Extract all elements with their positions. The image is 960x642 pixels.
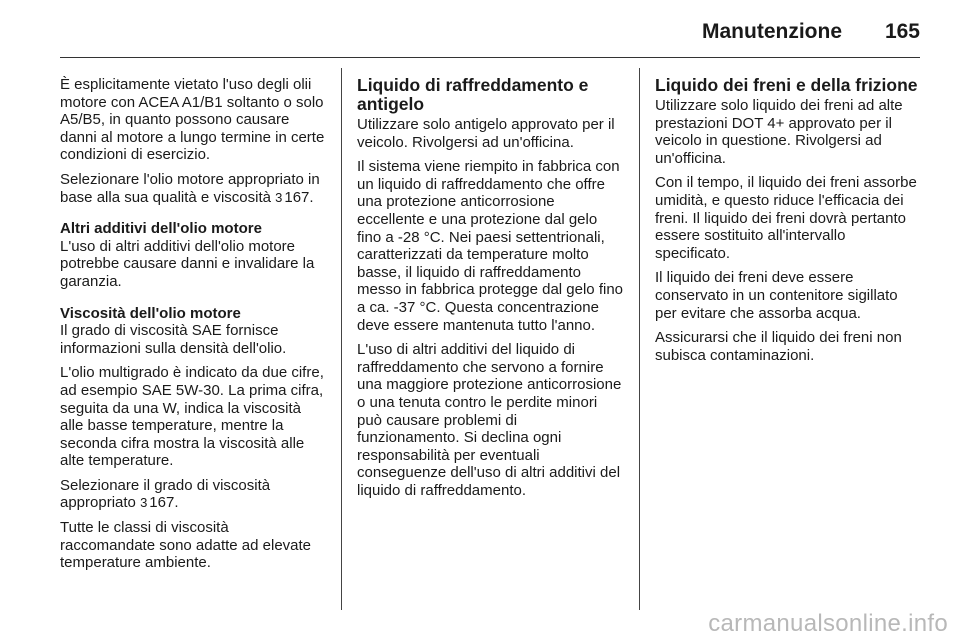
page-ref-arrow-icon: 3: [140, 495, 148, 511]
column-divider-2: [639, 68, 640, 610]
brake-fluid-paragraph-1: Utilizzare solo liquido dei freni ad alte prestazioni DOT 4+ approvato per il veicolo in questione. Rivolgersi ad un'officina.: [655, 97, 903, 167]
coolant-paragraph-3: L'uso di altri additivi del liquido di raffreddamento che servono a fornire una maggiore protezione anticorrosione o una tenuta contro le perdite minori può causare problemi di funzionamento. Si declina ogni responsabilità per eventuali conseguenze dell'uso di altri additivi del liquido di raffreddamento.: [357, 341, 622, 499]
oil-selection-text: Selezionare l'olio motore appropriato in base alla sua qualità e viscosità: [60, 170, 320, 206]
brake-fluid-heading: Liquido dei freni e della frizione: [655, 75, 918, 95]
page-ref-arrow-icon: 3: [275, 189, 283, 205]
coolant-heading: Liquido di raffreddamento e antigelo: [357, 75, 589, 114]
additives-paragraph: L'uso di altri additivi dell'olio motore potrebbe causare danni e invalidare la garanzia.: [60, 237, 315, 290]
page-reference-number: 167.: [284, 188, 314, 206]
column-brake-fluid: [655, 76, 921, 371]
viscosity-classes-paragraph: Tutte le classi di viscosità raccomandate sono adatte ad elevate temperature ambiente.: [60, 519, 312, 572]
page-reference-link[interactable]: [275, 189, 313, 206]
page-number: 165: [884, 20, 920, 43]
column-divider-1: [341, 68, 342, 610]
coolant-paragraph-2: Il sistema viene riempito in fabbrica con un liquido di raffreddamento che offre una protezione anticorrosione eccellente e una protezione dal gelo fino a -28 °C. Nei paesi settentrionali, caratterizzati da temperature molto basse, il liquido di raffreddamento messo in fabbrica protegge dal gelo fino a ca. -37 °C. Questa concentrazione deve essere mantenuta tutto l'anno.: [357, 158, 624, 334]
oil-selection-paragraph: [60, 171, 326, 206]
page-header: [60, 14, 920, 54]
brake-fluid-paragraph-3: Il liquido dei freni deve essere conservato in un contenitore sigillato per evitare che assorba acqua.: [655, 269, 898, 322]
column-engine-oil: [60, 76, 326, 579]
page-reference-number: 167.: [149, 494, 179, 512]
coolant-paragraph-1: Utilizzare solo antigelo approvato per il veicolo. Rivolgersi ad un'officina.: [357, 116, 615, 151]
additives-heading: Altri additivi dell'olio motore: [60, 220, 262, 238]
viscosity-heading: Viscosità dell'olio motore: [60, 304, 241, 322]
viscosity-selection-paragraph: [60, 477, 326, 512]
multigrade-paragraph: L'olio multigrado è indicato da due cifre, ad esempio SAE 5W-30. La prima cifra, seguita da una W, indica la viscosità alle basse temperature, mentre la seconda cifra mostra la viscosità alle alte temperature.: [60, 364, 324, 470]
viscosity-selection-text: Selezionare il grado di viscosità appropriato: [60, 476, 271, 512]
brake-fluid-paragraph-4: Assicurarsi che il liquido dei freni non subisca contaminazioni.: [655, 329, 902, 364]
acea-warning-paragraph: È esplicitamente vietato l'uso degli olii motore con ACEA A1/B1 soltanto o solo A5/B5, in quanto possono causare danni al motore a lungo termine in certe condizioni di esercizio.: [60, 76, 325, 164]
section-title: Manutenzione: [702, 20, 842, 43]
viscosity-paragraph: Il grado di viscosità SAE fornisce informazioni sulla densità dell'olio.: [60, 322, 287, 357]
page-reference-link[interactable]: [140, 494, 178, 511]
column-coolant: [357, 76, 623, 506]
header-divider: [60, 57, 920, 58]
brake-fluid-paragraph-2: Con il tempo, il liquido dei freni assorbe umidità, e questo riduce l'efficacia dei freni. Il liquido dei freni dovrà pertanto essere sostituito all'intervallo specificato.: [655, 174, 917, 262]
watermark: carmanualsonline.info: [708, 610, 948, 637]
